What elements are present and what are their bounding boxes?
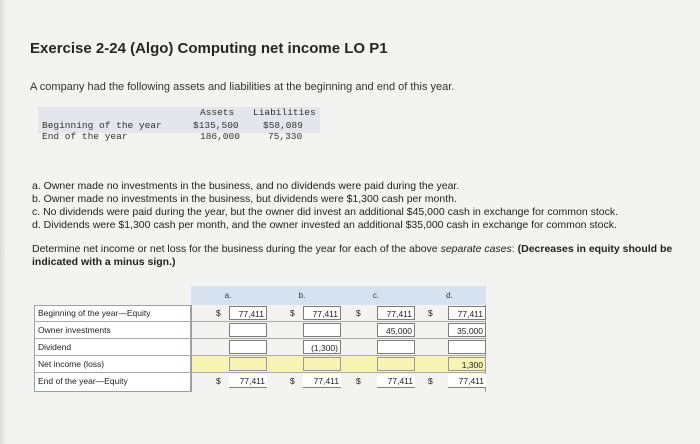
liabilities-header: Liabilities	[253, 107, 316, 118]
row-label: End of the year—Equity	[38, 376, 128, 386]
column-header-c: c.	[372, 291, 380, 300]
question-text: Determine net income or net loss for the business during the year for each of the above separate cases: (Decreases in equity should be indicated with a minus sign.)	[32, 243, 673, 268]
row-label: Beginning of the year—Equity	[38, 308, 151, 318]
column-header-a: a.	[224, 291, 232, 300]
dollar-sign: $	[216, 308, 221, 318]
input-cell-b-beginning[interactable]: 77,411	[303, 306, 341, 320]
left-edge-shadow	[0, 0, 6, 444]
value-cell-d-end: 77,411	[448, 374, 486, 388]
balance-liabilities-value: 75,330	[268, 131, 303, 142]
input-cell-d-dividend[interactable]	[448, 340, 486, 354]
input-cell-b-net-income[interactable]	[303, 357, 341, 371]
case-c: c. No dividends were paid during the year, but the owner did invest an additional $45,000 cash in exchange for common stock.	[32, 206, 619, 218]
case-a: a. Owner made no investments in the business, and no dividends were paid during the year.	[32, 180, 460, 192]
row-label: Owner investments	[38, 325, 111, 335]
balance-row-label: Beginning of the year	[42, 120, 162, 131]
input-cell-c-dividend[interactable]	[377, 340, 415, 354]
value-cell-b-end: 77,411	[303, 374, 341, 388]
input-cell-a-beginning[interactable]: 77,411	[229, 306, 267, 320]
cases-list	[32, 180, 618, 232]
input-cell-b-dividend[interactable]: (1,300)	[303, 340, 341, 354]
dollar-sign: $	[216, 376, 221, 386]
input-cell-c-investments[interactable]: 45,000	[377, 323, 415, 337]
input-cell-a-investments[interactable]	[229, 323, 267, 337]
balance-row-label: End of the year	[42, 131, 128, 142]
assets-header: Assets	[200, 107, 235, 118]
value-cell-a-end: 77,411	[229, 374, 267, 388]
answer-table	[34, 286, 486, 392]
input-cell-c-net-income[interactable]	[377, 357, 415, 371]
input-cell-d-investments[interactable]: 35,000	[448, 323, 486, 337]
case-b: b. Owner made no investments in the business, but dividends were $1,300 cash per month.	[32, 193, 457, 205]
input-cell-c-beginning[interactable]: 77,411	[377, 306, 415, 320]
input-cell-b-investments[interactable]	[303, 323, 341, 337]
input-cell-d-beginning[interactable]: 77,411	[448, 306, 486, 320]
page-title: Exercise 2-24 (Algo) Computing net income LO P1	[30, 40, 388, 57]
case-d: d. Dividends were $1,300 cash per month, and the owner invested an additional $35,000 cash in exchange for common stock.	[32, 219, 617, 231]
column-header-d: d.	[446, 291, 453, 300]
balance-assets-value: $135,500	[193, 120, 239, 131]
balance-assets-value: 186,000	[200, 131, 240, 142]
dollar-sign: $	[356, 376, 361, 386]
row-label: Net income (loss)	[38, 359, 105, 369]
dollar-sign: $	[290, 376, 295, 386]
intro-text: A company had the following assets and liabilities at the beginning and end of this year.	[30, 81, 455, 93]
instruction-note: (Decreases in equity should be indicated with a minus sign.)	[32, 243, 673, 268]
row-label: Dividend	[38, 342, 72, 352]
dollar-sign: $	[290, 308, 295, 318]
dollar-sign: $	[356, 308, 361, 318]
value-cell-c-end: 77,411	[377, 374, 415, 388]
input-cell-a-dividend[interactable]	[229, 340, 267, 354]
dollar-sign: $	[428, 376, 433, 386]
column-header-b: b.	[298, 291, 306, 300]
input-cell-d-net-income[interactable]: 1,300	[448, 357, 486, 371]
input-cell-a-net-income[interactable]	[229, 357, 267, 371]
dollar-sign: $	[428, 308, 433, 318]
balance-liabilities-value: $58,089	[263, 120, 303, 131]
